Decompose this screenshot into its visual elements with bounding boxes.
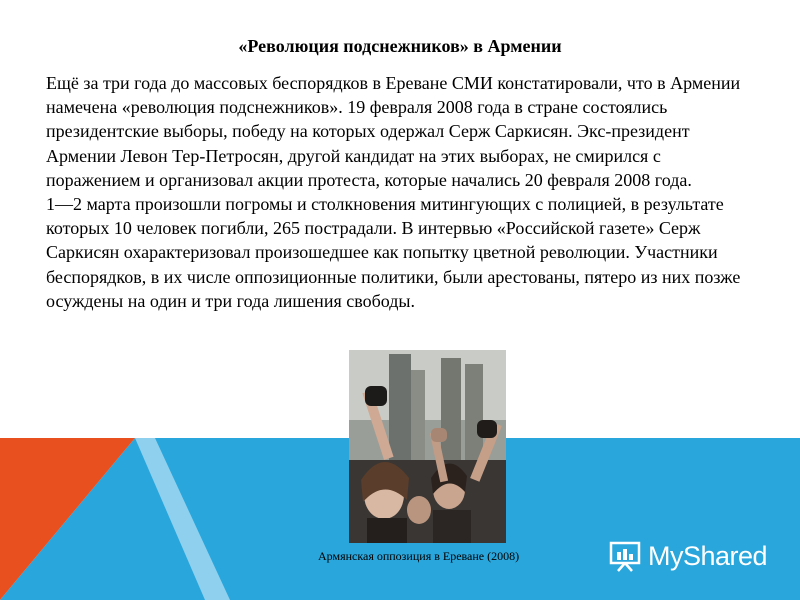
myshared-logo[interactable] xyxy=(608,536,788,576)
body-text xyxy=(46,71,746,313)
slide-title: «Революция подснежников» в Армении xyxy=(238,36,562,56)
photo-caption: Армянская оппозиция в Ереване (2008) xyxy=(318,549,520,563)
paragraph-2: 1—2 марта произошли погромы и столкновения митингующих с полицией, в результате которых 10 человек погибли, 265 пострадали. В интервью «Российской газете» Серж Саркисян охарактеризовал произошедшее как попытку цветной революции. Участники беспорядков, в их числе оппозиционные политики, были арестованы, пятеро из них позже осуждены на один и три года лишения свободы. xyxy=(46,194,741,311)
logo-text: MyShared xyxy=(648,540,768,571)
protest-photo xyxy=(349,350,506,543)
paragraph-1: Ещё за три года до массовых беспорядков в Ереване СМИ констатировали, что в Армении намечена «революция подснежников». 19 февраля 2008 года в стране состоялись президентские выборы, победу на которых одержал Серж Саркисян. Экс-президент Армении Левон Тер-Петросян, другой кандидат на этих выборах, не смирился с поражением и организовал акции протеста, которые начались 20 февраля 2008 года. xyxy=(46,73,741,190)
presentation-board-icon xyxy=(608,539,642,573)
